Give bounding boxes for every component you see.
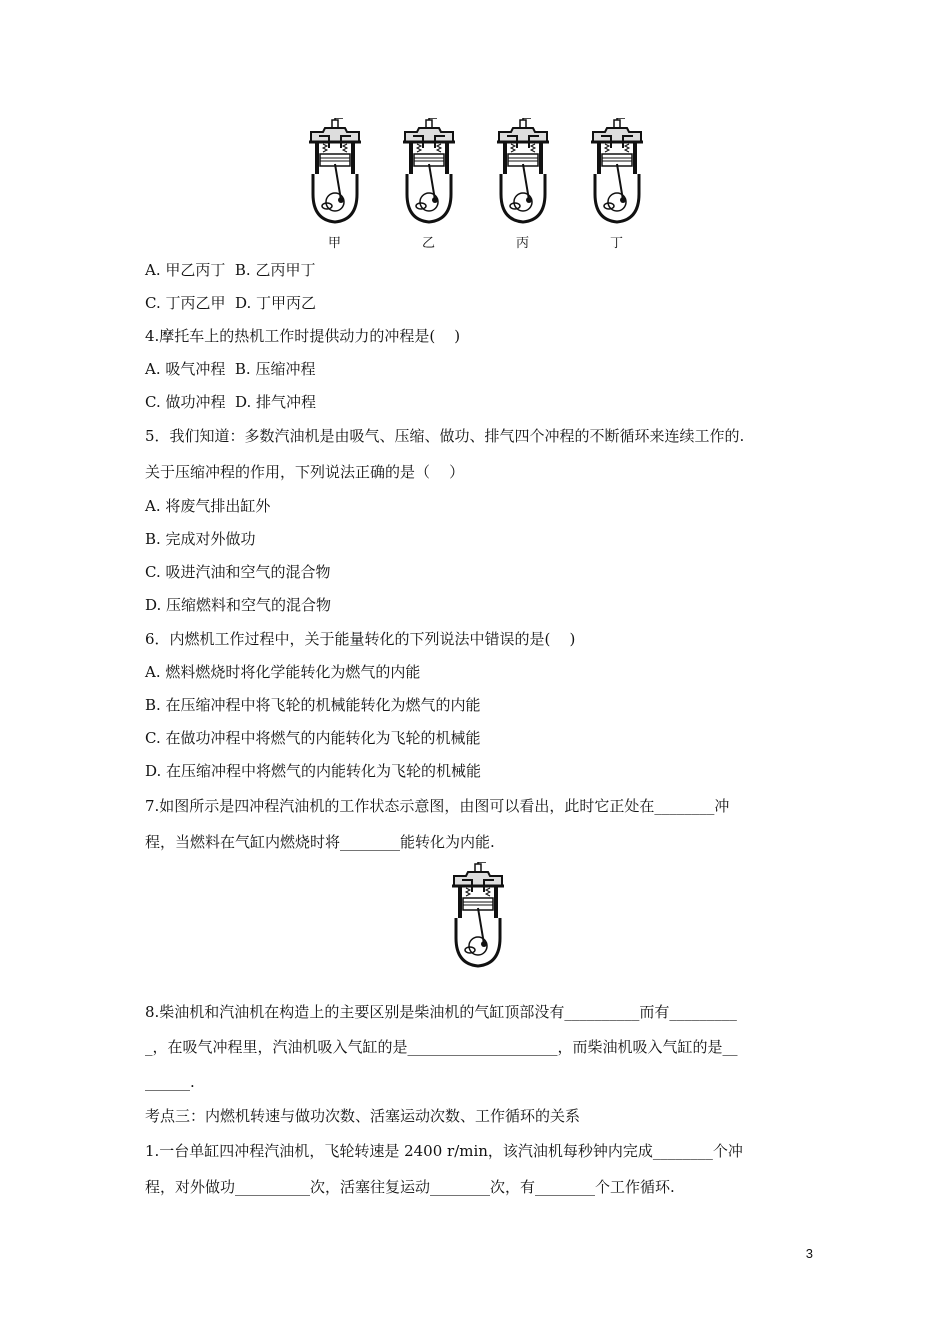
q4-stem: 4.摩托车上的热机工作时提供动力的冲程是( ) bbox=[145, 327, 461, 345]
q6-stem: 6．内燃机工作过程中，关于能量转化的下列说法中错误的是( ) bbox=[145, 630, 576, 648]
page-number: 3 bbox=[805, 1246, 813, 1261]
engine-figure-single bbox=[438, 862, 518, 974]
q5-stem-line-1: 5．我们知道：多数汽油机是由吸气、压缩、做功、排气四个冲程的不断循环来连续工作的. bbox=[145, 427, 745, 445]
q6-option-d: D. 在压缩冲程中将燃气的内能转化为飞轮的机械能 bbox=[145, 762, 482, 780]
q5-option-b: B. 完成对外做功 bbox=[145, 530, 256, 548]
q4-option-line-1: A. 吸气冲程 B. 压缩冲程 bbox=[145, 360, 316, 378]
q8-line-1: 8.柴油机和汽油机在构造上的主要区别是柴油机的气缸顶部没有__________而有_________ bbox=[145, 1003, 737, 1021]
q3-option-line-2: C. 丁丙乙甲 D. 丁甲丙乙 bbox=[145, 294, 317, 312]
q8-line-3: ______. bbox=[145, 1073, 195, 1091]
q7-line-2: 程，当燃料在气缸内燃烧时将________能转化为内能. bbox=[145, 833, 495, 851]
s3q1-line-1: 1.一台单缸四冲程汽油机，飞轮转速是 2400 r/min，该汽油机每秒钟内完成________个冲 bbox=[145, 1142, 743, 1160]
section3-title: 考点三：内燃机转速与做功次数、活塞运动次数、工作循环的关系 bbox=[145, 1107, 581, 1125]
q5-option-d: D. 压缩燃料和空气的混合物 bbox=[145, 596, 332, 614]
q8-line-2: _，在吸气冲程里，汽油机吸入气缸的是____________________，而柴油机吸入气缸的是__ bbox=[145, 1038, 738, 1056]
q7-line-1: 7.如图所示是四冲程汽油机的工作状态示意图，由图可以看出，此时它正处在________冲 bbox=[145, 797, 730, 815]
q5-option-c: C. 吸进汽油和空气的混合物 bbox=[145, 563, 331, 581]
q6-option-c: C. 在做功冲程中将燃气的内能转化为飞轮的机械能 bbox=[145, 729, 481, 747]
s3q1-line-2: 程，对外做功__________次，活塞往复运动________次，有________个工作循环. bbox=[145, 1178, 675, 1196]
q5-stem-line-2: 关于压缩冲程的作用，下列说法正确的是（ ） bbox=[145, 463, 465, 481]
q4-option-line-2: C. 做功冲程 D. 排气冲程 bbox=[145, 393, 317, 411]
figure-caption-ding: 丁 bbox=[610, 236, 624, 251]
engine-figure-row bbox=[295, 118, 665, 230]
q6-option-a: A. 燃料燃烧时将化学能转化为燃气的内能 bbox=[145, 663, 421, 681]
q3-option-line-1: A. 甲乙丙丁 B. 乙丙甲丁 bbox=[145, 261, 316, 279]
q6-option-b: B. 在压缩冲程中将飞轮的机械能转化为燃气的内能 bbox=[145, 696, 481, 714]
q5-option-a: A. 将废气排出缸外 bbox=[145, 497, 271, 515]
figure-caption-yi: 乙 bbox=[422, 236, 436, 251]
figure-caption-jia: 甲 bbox=[328, 236, 342, 251]
figure-caption-bing: 丙 bbox=[516, 236, 530, 251]
